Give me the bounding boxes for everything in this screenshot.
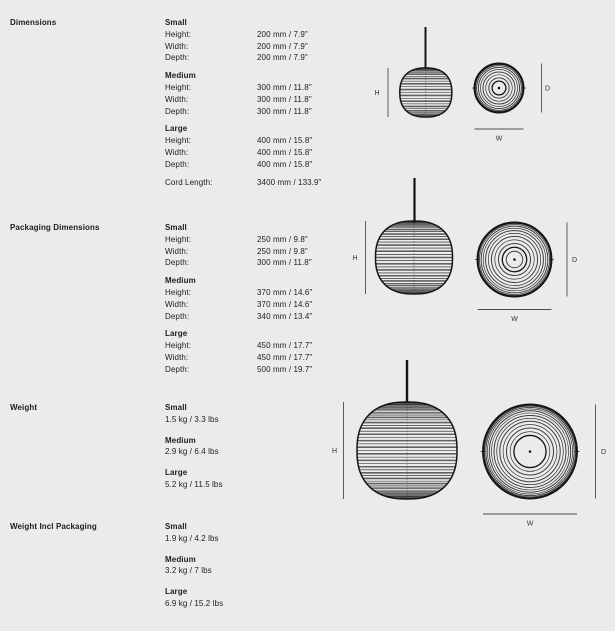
spec-value: 370 mm / 14.6" xyxy=(257,299,313,309)
spec-row xyxy=(165,299,375,311)
pendant-top-view xyxy=(475,223,554,297)
spec-row xyxy=(165,94,375,106)
spec-value: 300 mm / 11.8" xyxy=(257,94,312,104)
spec-label: Depth: xyxy=(165,159,190,169)
section-content-dimensions xyxy=(165,17,375,188)
spec-label: Height: xyxy=(165,136,192,146)
size-heading: Small xyxy=(165,522,187,531)
spec-value: 340 mm / 13.4" xyxy=(257,311,313,321)
pendant-top-view xyxy=(472,64,526,113)
spec-value: 3.2 kg / 7 lbs xyxy=(165,566,212,576)
diagram-medium-pendant xyxy=(352,178,577,323)
depth-label: D xyxy=(544,85,551,93)
height-label: H xyxy=(352,255,358,262)
spec-value: 200 mm / 7.9" xyxy=(257,41,308,51)
width-label: W xyxy=(511,316,518,323)
spec-value: 300 mm / 11.8" xyxy=(257,82,312,92)
spec-label: Height: xyxy=(165,234,192,244)
spec-row xyxy=(165,41,375,53)
spec-value: 250 mm / 9.8" xyxy=(257,246,308,256)
size-group-medium xyxy=(165,554,375,578)
spec-value: 400 mm / 15.8" xyxy=(257,147,313,157)
size-group-medium xyxy=(165,70,375,117)
spec-value: 200 mm / 7.9" xyxy=(257,29,308,39)
size-group-large xyxy=(165,123,375,170)
spec-row xyxy=(165,106,375,118)
spec-label: Height: xyxy=(165,341,192,351)
size-heading: Medium xyxy=(165,276,196,286)
spec-value: 1.9 kg / 4.2 lbs xyxy=(165,533,219,543)
spec-row xyxy=(165,52,375,64)
depth-label: D xyxy=(571,257,578,264)
section-label-weight: Weight xyxy=(10,403,38,412)
size-heading: Large xyxy=(165,124,188,134)
center-dot xyxy=(529,450,532,453)
center-dot xyxy=(498,87,501,90)
spec-value: 2.9 kg / 6.4 lbs xyxy=(165,447,219,457)
spec-label: Width: xyxy=(165,352,189,362)
size-heading: Small xyxy=(165,18,187,27)
size-group-x xyxy=(165,177,375,189)
spec-row xyxy=(165,364,375,376)
spec-value: 300 mm / 11.8" xyxy=(257,106,312,116)
spec-label: Depth: xyxy=(165,53,190,63)
height-label: H xyxy=(374,90,380,97)
size-group-small xyxy=(165,17,375,64)
spec-value: 250 mm / 9.8" xyxy=(257,234,308,244)
spec-value: 450 mm / 17.7" xyxy=(257,341,313,351)
size-group-medium xyxy=(165,275,375,322)
spec-row xyxy=(165,177,375,189)
spec-label: Height: xyxy=(165,29,192,39)
spec-value: 500 mm / 19.7" xyxy=(257,364,313,374)
section-label-weight-incl-packaging: Weight Incl Packaging xyxy=(10,522,97,531)
height-label: H xyxy=(331,448,338,455)
spec-label: Cord Length: xyxy=(165,177,213,187)
size-heading: Large xyxy=(165,587,188,597)
spec-row xyxy=(165,159,375,171)
spec-label: Width: xyxy=(165,299,189,309)
spec-label: Height: xyxy=(165,287,192,297)
size-heading: Medium xyxy=(165,71,196,81)
section-content-packaging-dimensions xyxy=(165,222,375,376)
spec-row xyxy=(165,147,375,159)
size-group-medium xyxy=(165,435,375,459)
pendant-side-view xyxy=(376,221,453,294)
spec-row xyxy=(165,135,375,147)
size-heading: Large xyxy=(165,329,188,339)
size-heading: Medium xyxy=(165,435,196,445)
pendant-side-view xyxy=(400,68,452,117)
spec-row xyxy=(165,352,375,364)
spec-label: Width: xyxy=(165,246,189,256)
section-content-weight-incl-packaging xyxy=(165,521,375,610)
spec-label: Depth: xyxy=(165,364,190,374)
size-heading: Large xyxy=(165,468,188,478)
size-group-large xyxy=(165,467,375,491)
spec-row xyxy=(165,82,375,94)
spec-row xyxy=(165,29,375,41)
spec-value: 200 mm / 7.9" xyxy=(257,53,308,63)
section-label-dimensions: Dimensions xyxy=(10,18,57,27)
spec-label: Width: xyxy=(165,147,189,157)
spec-row xyxy=(165,311,375,323)
spec-row xyxy=(165,257,375,269)
diagram-small-pendant xyxy=(374,27,550,143)
size-heading: Medium xyxy=(165,554,196,564)
spec-row xyxy=(165,246,375,258)
section-label-packaging-dimensions: Packaging Dimensions xyxy=(10,223,100,232)
spec-value: 1.5 kg / 3.3 lbs xyxy=(165,414,219,424)
center-dot xyxy=(513,258,516,261)
width-label: W xyxy=(495,135,503,143)
spec-label: Width: xyxy=(165,41,189,51)
size-group-large xyxy=(165,328,375,375)
size-group-small xyxy=(165,521,375,545)
spec-row xyxy=(165,340,375,352)
spec-label: Depth: xyxy=(165,106,190,116)
size-group-small xyxy=(165,222,375,269)
size-group-small xyxy=(165,402,375,426)
depth-label: D xyxy=(600,449,607,456)
spec-row xyxy=(165,234,375,246)
spec-value: 400 mm / 15.8" xyxy=(257,159,313,169)
spec-label: Width: xyxy=(165,94,189,104)
width-label: W xyxy=(526,520,534,528)
spec-value: 300 mm / 11.8" xyxy=(257,258,312,268)
size-heading: Small xyxy=(165,223,187,232)
spec-value: 5.2 kg / 11.5 lbs xyxy=(165,479,223,489)
spec-row xyxy=(165,287,375,299)
spec-label: Height: xyxy=(165,82,192,92)
spec-value: 3400 mm / 133.9" xyxy=(257,177,322,187)
spec-value: 400 mm / 15.8" xyxy=(257,136,313,146)
size-group-large xyxy=(165,586,375,610)
size-heading: Small xyxy=(165,403,187,412)
section-content-weight xyxy=(165,402,375,491)
spec-label: Depth: xyxy=(165,258,190,268)
spec-value: 450 mm / 17.7" xyxy=(257,352,313,362)
pendant-top-view xyxy=(481,405,580,499)
spec-value: 6.9 kg / 15.2 lbs xyxy=(165,598,224,608)
spec-value: 370 mm / 14.6" xyxy=(257,287,313,297)
spec-label: Depth: xyxy=(165,311,190,321)
